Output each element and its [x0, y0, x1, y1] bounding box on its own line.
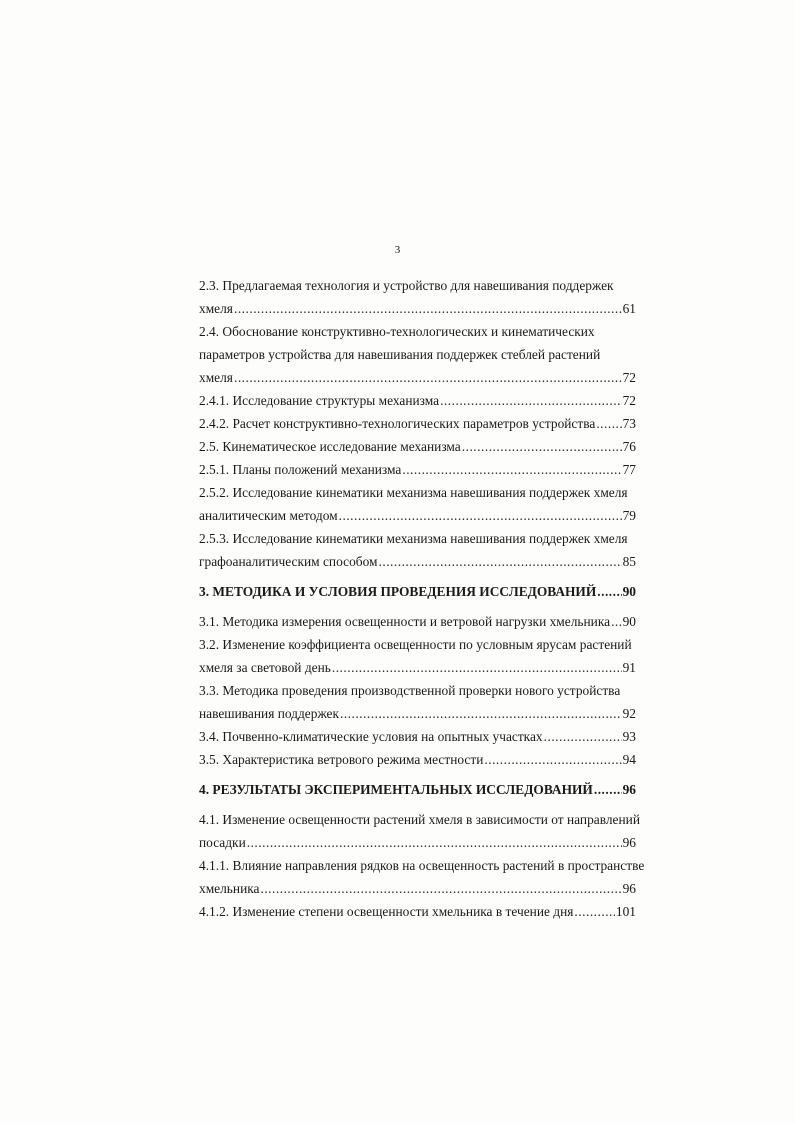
toc-page-number: 96	[622, 835, 636, 850]
toc-entry-text: хмельника	[199, 881, 260, 896]
toc-page-number: 79	[622, 508, 636, 523]
toc-line	[199, 458, 636, 481]
toc-line	[199, 725, 636, 748]
toc-entry-text: 2.4.1. Исследование структуры механизма	[199, 393, 440, 408]
toc-line	[199, 854, 645, 877]
leader-dots	[340, 702, 622, 725]
toc-entry-text: 4.1. Изменение освещенности растений хмеля в зависимости от направлений	[199, 812, 641, 827]
toc-page-number: 85	[622, 554, 636, 569]
toc-page-number: 72	[622, 370, 636, 385]
toc-line	[199, 702, 636, 725]
toc-line	[199, 610, 636, 633]
toc-entry-text: посадки	[199, 835, 246, 850]
leader-dots	[247, 831, 622, 854]
toc-page-number: 72	[622, 393, 636, 408]
toc-line	[199, 527, 636, 550]
table-of-contents	[199, 274, 645, 923]
toc-line	[199, 633, 636, 656]
toc-line	[199, 504, 636, 527]
leader-dots	[596, 412, 621, 435]
toc-line	[199, 808, 641, 831]
toc-line	[199, 679, 636, 702]
toc-entry-text: 2.5.1. Планы положений механизма	[199, 462, 402, 477]
toc-line	[199, 274, 636, 297]
section-gap	[199, 771, 636, 778]
chapter-heading	[199, 580, 636, 603]
toc-line	[199, 831, 636, 854]
toc-page-number: 94	[622, 752, 636, 767]
section-gap	[199, 801, 636, 808]
toc-page-number: 77	[622, 462, 636, 477]
leader-dots	[574, 900, 614, 923]
toc-line	[199, 748, 636, 771]
toc-entry-text: 2.4.2. Расчет конструктивно-технологических параметров устройства	[199, 416, 596, 431]
leader-dots	[440, 389, 622, 412]
toc-line	[199, 656, 636, 679]
toc-entry-text: 3.5. Характеристика ветрового режима местности	[199, 752, 484, 767]
toc-entry-text: 4.1.2. Изменение степени освещенности хмельника в течение дня	[199, 904, 574, 919]
toc-entry-text: параметров устройства для навешивания поддержек стеблей растений	[199, 347, 601, 362]
toc-page-number: 92	[622, 706, 636, 721]
toc-line	[199, 435, 636, 458]
section-gap	[199, 573, 636, 580]
toc-entry-text: хмеля за световой день	[199, 660, 331, 675]
toc-page-number: 90	[622, 584, 636, 599]
toc-page-number: 96	[622, 881, 636, 896]
leader-dots	[611, 610, 622, 633]
leader-dots	[234, 366, 622, 389]
leader-dots	[260, 877, 621, 900]
leader-dots	[379, 550, 622, 573]
toc-entry-text: 3.3. Методика проведения производственной проверки нового устройства	[199, 683, 621, 698]
toc-line	[199, 481, 636, 504]
toc-page-number: 76	[622, 439, 636, 454]
toc-line	[199, 343, 636, 366]
leader-dots	[234, 297, 622, 320]
toc-entry-text: навешивания поддержек	[199, 706, 339, 721]
chapter-heading	[199, 778, 636, 801]
toc-entry-text: хмеля	[199, 301, 233, 316]
toc-line	[199, 877, 636, 900]
toc-entry-text: 4. РЕЗУЛЬТАТЫ ЭКСПЕРИМЕНТАЛЬНЫХ ИССЛЕДОВАНИЙ	[199, 782, 593, 797]
toc-line	[199, 389, 636, 412]
toc-entry-text: графоаналитическим способом	[199, 554, 378, 569]
leader-dots	[462, 435, 622, 458]
toc-line	[199, 412, 636, 435]
section-gap	[199, 603, 636, 610]
toc-line	[199, 550, 636, 573]
toc-entry-text: 2.5.2. Исследование кинематики механизма навешивания поддержек хмеля	[199, 485, 628, 500]
toc-page-number: 91	[622, 660, 636, 675]
toc-entry-text: 2.5.3. Исследование кинематики механизма навешивания поддержек хмеля	[199, 531, 628, 546]
leader-dots	[332, 656, 622, 679]
toc-line	[199, 366, 636, 389]
toc-entry-text: 2.4. Обоснование конструктивно-технологических и кинематических	[199, 324, 595, 339]
page-number: 3	[394, 244, 401, 256]
toc-page-number: 101	[615, 904, 636, 919]
toc-entry-text: хмеля	[199, 370, 233, 385]
toc-entry-text: 3.4. Почвенно-климатические условия на опытных участках	[199, 729, 543, 744]
toc-entry-text: 4.1.1. Влияние направления рядков на освещенность растений в пространстве	[199, 858, 645, 873]
toc-entry-text: 2.5. Кинематическое исследование механизма	[199, 439, 461, 454]
toc-line	[199, 320, 636, 343]
toc-page-number: 73	[622, 416, 636, 431]
leader-dots	[339, 504, 622, 527]
toc-page-number: 93	[622, 729, 636, 744]
toc-page-number: 90	[622, 614, 636, 629]
toc-line	[199, 900, 636, 923]
toc-entry-text: 3.1. Методика измерения освещенности и ветровой нагрузки хмельника	[199, 614, 611, 629]
toc-line	[199, 297, 636, 320]
leader-dots	[594, 778, 622, 801]
leader-dots	[597, 580, 621, 603]
toc-entry-text: 2.3. Предлагаемая технология и устройство для навешивания поддержек	[199, 278, 614, 293]
leader-dots	[484, 748, 621, 771]
leader-dots	[402, 458, 621, 481]
toc-entry-text: 3.2. Изменение коэффициента освещенности по условным ярусам растений	[199, 637, 632, 652]
toc-page-number: 61	[622, 301, 636, 316]
toc-entry-text: аналитическим методом	[199, 508, 338, 523]
toc-entry-text: 3. МЕТОДИКА И УСЛОВИЯ ПРОВЕДЕНИЯ ИССЛЕДОВАНИЙ	[199, 584, 597, 599]
leader-dots	[544, 725, 622, 748]
toc-page-number: 96	[622, 782, 636, 797]
